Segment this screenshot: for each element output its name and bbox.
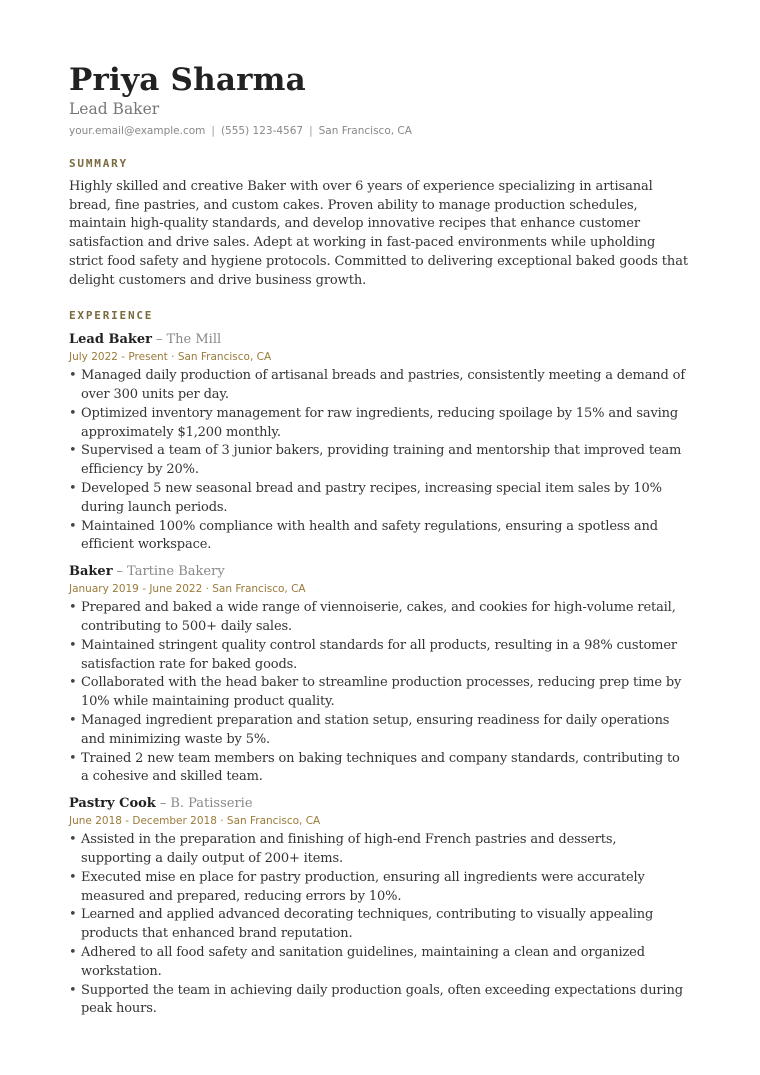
experience-list — [69, 331, 688, 1019]
bullet-text: Maintained stringent quality control standards for all products, resulting in a 98% customer satisfaction rate for baked goods. — [81, 637, 677, 672]
bullet-dot-icon: • — [69, 712, 77, 728]
bullet-text: Learned and applied advanced decorating techniques, contributing to visually appealing products that enhanced brand reputation. — [81, 907, 654, 942]
bullet-text: Optimized inventory management for raw ingredients, reducing spoilage by 15% and saving approximately $1,200 monthly. — [81, 405, 679, 440]
bullet-text: Supported the team in achieving daily production goals, often exceeding expectations during peak hours. — [81, 982, 683, 1017]
bullet-dot-icon: • — [69, 600, 77, 616]
bullet-text: Adhered to all food safety and sanitation guidelines, maintaining a clean and organized workstation. — [81, 944, 645, 979]
location-text: San Francisco, CA — [318, 125, 412, 137]
job-company: B. Patisserie — [170, 796, 253, 812]
bullet-dot-icon: • — [69, 869, 77, 885]
bullet-dot-icon: • — [69, 443, 77, 459]
job-role: Baker — [69, 564, 113, 580]
bullet-text: Managed ingredient preparation and station setup, ensuring readiness for daily operations and minimizing waste by 5%. — [81, 712, 670, 747]
job-company: The Mill — [166, 332, 222, 348]
bullet-dot-icon: • — [69, 368, 77, 384]
job-dash: – — [159, 796, 167, 812]
job-bullets — [69, 831, 688, 1019]
contact-separator: | — [211, 125, 215, 137]
job-dash: – — [116, 564, 124, 580]
bullet-item — [69, 750, 688, 788]
job-dates-location: January 2019 - June 2022 · San Francisco, CA — [69, 583, 306, 596]
bullet-item — [69, 982, 688, 1020]
contact-separator: | — [309, 125, 313, 137]
job-dash: – — [156, 332, 163, 348]
bullet-dot-icon: • — [69, 675, 77, 691]
bullet-item — [69, 367, 688, 405]
bullet-dot-icon: • — [69, 832, 77, 848]
bullet-text: Executed mise en place for pastry production, ensuring all ingredients were accurately measured and prepared, reducing errors by 10%. — [81, 869, 645, 904]
bullet-text: Assisted in the preparation and finishing of high-end French pastries and desserts, supporting a daily output of 200+ items. — [81, 832, 617, 866]
bullet-text: Managed daily production of artisanal breads and pastries, consistently meeting a demand of over 300 units per day. — [81, 368, 686, 403]
job-header — [69, 795, 688, 813]
bullet-item — [69, 637, 688, 675]
bullet-text: Maintained 100% compliance with health and safety regulations, ensuring a spotless and efficient workspace. — [81, 518, 658, 553]
bullet-item — [69, 674, 688, 712]
bullet-item — [69, 599, 688, 637]
job-bullets — [69, 599, 688, 787]
bullet-text: Prepared and baked a wide range of viennoiserie, cakes, and cookies for high-volume retail, contributing to 500+ daily sales. — [81, 600, 676, 634]
bullet-dot-icon: • — [69, 405, 77, 421]
bullet-item — [69, 869, 688, 907]
bullet-dot-icon: • — [69, 907, 77, 923]
job-dates-location: July 2022 - Present · San Francisco, CA — [69, 351, 272, 364]
bullet-item — [69, 944, 688, 982]
bullet-text: Supervised a team of 3 junior bakers, providing training and mentorship that improved team efficiency by 20%. — [81, 443, 682, 478]
bullet-dot-icon: • — [69, 481, 77, 496]
email-link[interactable]: your.email@example.com — [69, 125, 206, 137]
bullet-text: Collaborated with the head baker to streamline production processes, reducing prep time by 10% while maintaining product quality. — [81, 675, 682, 710]
job-header — [69, 331, 688, 349]
bullet-item — [69, 906, 688, 944]
bullet-item — [69, 405, 688, 443]
job-header — [69, 563, 688, 581]
job-role: Pastry Cook — [69, 796, 156, 812]
experience-heading: EXPERIENCE — [69, 309, 154, 323]
job-dates-location: June 2018 - December 2018 · San Francisco, CA — [69, 815, 321, 828]
bullet-dot-icon: • — [69, 750, 77, 766]
bullet-dot-icon: • — [69, 518, 77, 534]
phone-text: (555) 123-4567 — [220, 125, 304, 137]
bullet-dot-icon: • — [69, 637, 77, 653]
bullet-dot-icon: • — [69, 982, 77, 998]
bullet-text: Developed 5 new seasonal bread and pastry recipes, increasing special item sales by 10% during launch periods. — [81, 481, 662, 515]
job-bullets — [69, 367, 688, 555]
bullet-text: Trained 2 new team members on baking techniques and company standards, contributing to a cohesive and skilled team. — [81, 750, 680, 785]
bullet-dot-icon: • — [69, 944, 77, 960]
job-company: Tartine Bakery — [127, 564, 225, 580]
job-role: Lead Baker — [69, 332, 152, 348]
job-entry — [69, 331, 688, 555]
job-entry — [69, 795, 688, 1019]
summary-heading: SUMMARY — [69, 157, 128, 170]
bullet-item — [69, 518, 688, 556]
job-entry — [69, 563, 688, 787]
bullet-item — [69, 442, 688, 480]
bullet-item — [69, 831, 688, 869]
contact-line — [69, 124, 688, 138]
candidate-name: Priya Sharma — [69, 62, 306, 98]
candidate-title: Lead Baker — [69, 100, 160, 118]
summary-text: Highly skilled and creative Baker with over 6 years of experience specializing in artisanal bread, fine pastries, and custom cakes. Proven ability to manage production schedules, maintain high-quality standards, and develop innovative recipes that enhance customer satisfaction and drive sales. Adept at working in fast-paced environments while upholding strict food safety and hygiene protocols. Committed to delivering exceptional baked goods that delight customers and drive business growth. — [69, 179, 688, 288]
bullet-item — [69, 480, 688, 518]
bullet-item — [69, 712, 688, 750]
